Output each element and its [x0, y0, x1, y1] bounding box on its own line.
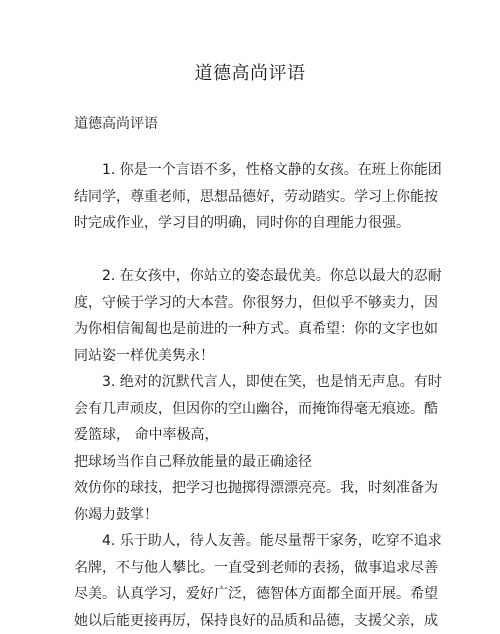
paragraph-2-line-3: 为你相信匍匐也是前进的一种方式。真希望：你的文字也如 — [74, 316, 426, 343]
paragraph-4-line-1: 4. 乐于助人，待人友善。能尽量帮干家务，吃穿不追求 — [74, 528, 426, 555]
document-subtitle: 道德高尚评语 — [74, 114, 158, 134]
paragraph-4-line-4: 她以后能更接再厉，保持良好的品质和品德，支援父亲，成 — [74, 608, 426, 634]
paragraph-3-line-4: 把球场当作自己释放能量的最正确途径 — [74, 449, 426, 476]
document-body — [74, 157, 426, 634]
paragraph-3-line-5: 效仿你的球技，把学习也抛掷得漂漂亮亮。我，时刻准备为 — [74, 475, 426, 502]
paragraph-4-line-3: 尽美。认真学习，爱好广泛，德智体方面都全面开展。希望 — [74, 581, 426, 608]
paragraph-2-line-1: 2. 在女孩中，你站立的姿态最优美。你总以最大的忍耐 — [74, 263, 426, 290]
paragraph-2-line-2: 度，守候于学习的大本营。你很努力，但似乎不够卖力，因 — [74, 290, 426, 317]
paragraph-1-line-1: 1. 你是一个言语不多，性格文静的女孩。在班上你能团 — [74, 157, 426, 184]
paragraph-3-line-6: 你竭力鼓掌！ — [74, 502, 426, 529]
paragraph-3-line-2: 会有几声顽皮，但因你的空山幽谷，而掩饰得毫无痕迹。酷 — [74, 396, 426, 423]
paragraph-1-line-3: 时完成作业，学习目的明确，同时你的自理能力很强。 — [74, 210, 426, 237]
document-title: 道德高尚评语 — [0, 61, 500, 87]
paragraph-gap — [74, 237, 426, 264]
paragraph-3-line-1: 3. 绝对的沉默代言人，即使在笑，也是悄无声息。有时 — [74, 369, 426, 396]
paragraph-4-line-2: 名牌，不与他人攀比。一直受到老师的表扬，做事追求尽善 — [74, 555, 426, 582]
paragraph-1-line-2: 结同学，尊重老师，思想品德好，劳动踏实。学习上你能按 — [74, 184, 426, 211]
paragraph-3-line-3: 爱篮球， 命中率极高， — [74, 422, 426, 449]
paragraph-2-line-4: 同站姿一样优美隽永！ — [74, 343, 426, 370]
